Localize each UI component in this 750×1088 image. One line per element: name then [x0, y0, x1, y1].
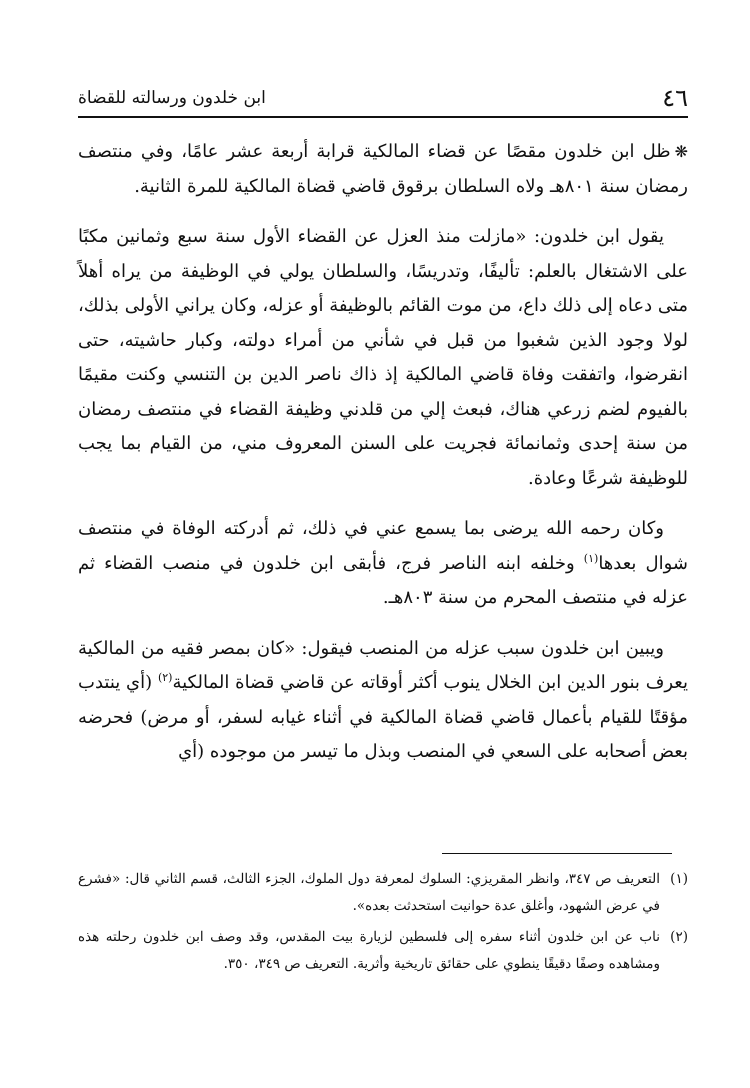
footnotes — [78, 866, 688, 982]
footnote-1-mark: (١) — [670, 871, 688, 887]
page-number: ٤٦ — [662, 84, 688, 112]
running-title: ابن خلدون ورسالته للقضاة — [78, 88, 266, 108]
footnote-2-mark: (٢) — [670, 929, 688, 945]
footnote-ref-1: (١) — [583, 551, 599, 565]
paragraph-4 — [78, 632, 688, 770]
page-header — [78, 78, 688, 118]
footnote-ref-2: (٢) — [157, 671, 173, 684]
paragraph-4-text-b: (أي ينتدب مؤقتًا للقيام بأعمال قاضي قضاة المالكية في أثناء غيابه لسفر، أو مرض) فحرضه بعض أصحابه على السعي في المنصب وبذل ما تيسر من موجوده (أي — [78, 672, 688, 762]
header-rule — [78, 116, 688, 118]
footnote-2-text: ناب عن ابن خلدون أثناء سفره إلى فلسطين لزيارة بيت المقدس، وقد وصف ابن خلدون رحلته هذه ومشاهده وصفًا دقيقًا ينطوي على حقائق تاريخية وأثرية. التعريف ص ٣٤٩، ٣٥٠. — [78, 929, 660, 972]
footnote-rule — [442, 853, 672, 854]
paragraph-4-text-a: ويبين ابن خلدون سبب عزله من المنصب فيقول: «كان بمصر فقيه من المالكية يعرف بنور الدين ابن الخلال ينوب أكثر أوقاته عن قاضي قضاة المالكية — [78, 637, 688, 693]
paragraph-2: يقول ابن خلدون: «مازلت منذ العزل عن القضاء الأول سنة سبع وثمانين مكبًا على الاشتغال بالعلم: تأليفًا، وتدريسًا، والسلطان يولي في الوظيفة من يراه أهلاً متى دعاه إلى ذلك داع، من موت القائم بالوظيفة أو عزله، وكان يراني الأولى بذلك، لولا وجود الذين شغبوا من قبل في شأني من أمراء دولته، وكبار حاشيته، حتى انقرضوا، واتفقت وفاة قاضي المالكية إذ ذاك ناصر الدين بن التنسي وكنت مقيمًا بالفيوم لضم زرعي هناك، فبعث إلي من قلدني وظيفة القضاء في منتصف رمضان من سنة إحدى وثمانمائة فجريت على السنن المعروف مني، من القيام بما يجب للوظيفة شرعًا وعادة. — [78, 226, 688, 489]
paragraph-3-text-a: وكان رحمه الله يرضى بما يسمع عني في ذلك، ثم أدركته الوفاة في منتصف شوال بعدها — [78, 518, 688, 574]
paragraph-3-text-b: وخلفه ابنه الناصر فرج، فأبقى ابن خلدون في منصب القضاء ثم عزله في منتصف المحرم من سنة ٨٠٣هـ. — [78, 552, 688, 608]
footnote-1 — [78, 866, 688, 920]
paragraph-1-text: ظل ابن خلدون مقصًا عن قضاء المالكية قرابة أربعة عشر عامًا، وفي منتصف رمضان سنة ٨٠١هـ ولاه السلطان برقوق قاضي قضاة المالكية للمرة الثانية. — [78, 141, 688, 197]
footnote-1-text: التعريف ص ٣٤٧، وانظر المقريزي: السلوك لمعرفة دول الملوك، الجزء الثالث، قسم الثاني قال: «فشرع في عرض الشهود، وأغلق عدة حوانيت استحدثت بعده». — [78, 871, 660, 914]
main-text — [78, 135, 688, 786]
paragraph-1 — [78, 135, 688, 204]
footnote-2 — [78, 924, 688, 978]
asterism-icon: ❋ — [674, 142, 688, 161]
paragraph-3 — [78, 512, 688, 616]
